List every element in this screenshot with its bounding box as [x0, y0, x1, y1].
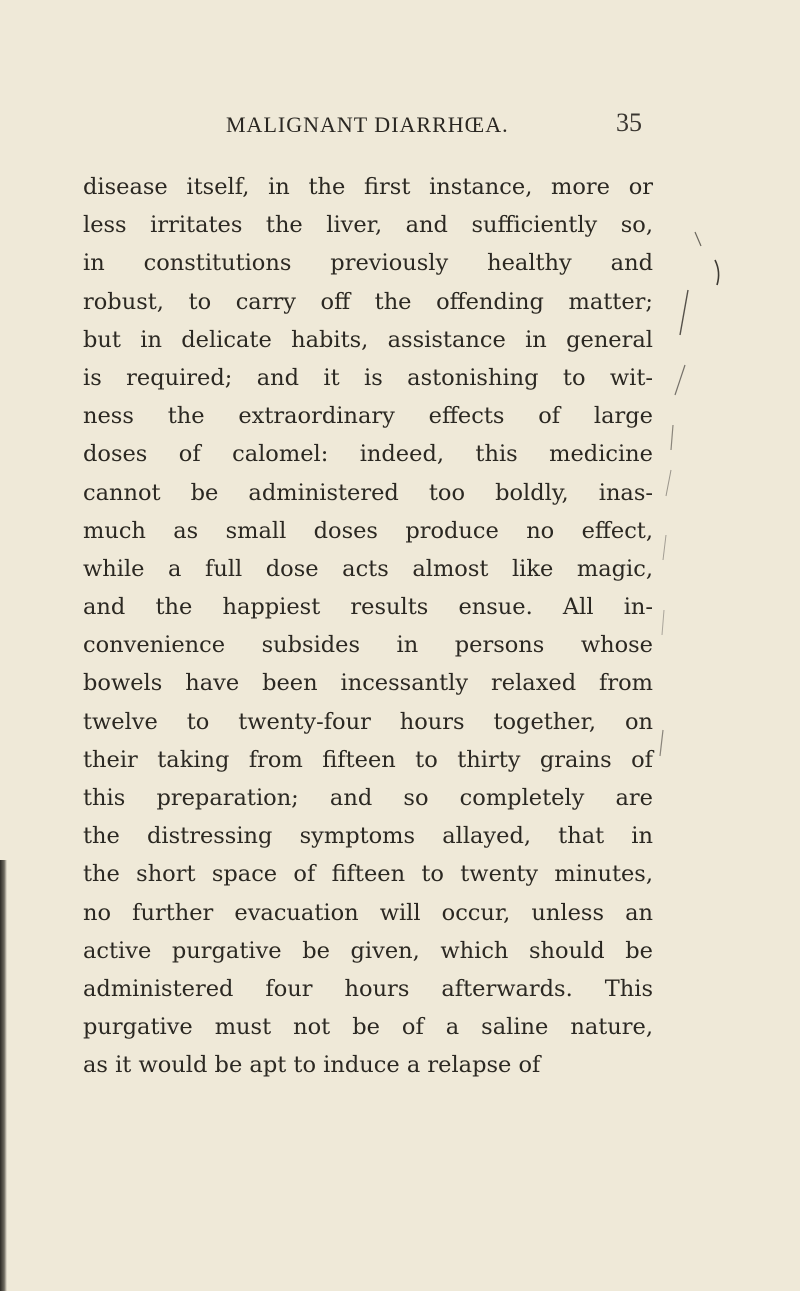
body-text	[83, 168, 653, 1085]
text-line: the short space of fifteen to twenty minutes,	[83, 861, 653, 888]
page-number: 35	[616, 108, 642, 137]
text-line: the distressing symptoms allayed, that in	[83, 823, 653, 850]
text-line: doses of calomel: indeed, this medicine	[83, 441, 653, 468]
page-header	[0, 108, 800, 152]
text-line: purgative must not be of a saline nature,	[83, 1014, 653, 1041]
text-line: and the happiest results ensue. All in-	[83, 594, 653, 621]
text-line: but in delicate habits, assistance in general	[83, 326, 653, 353]
running-head: MALIGNANT DIARRHŒA.	[226, 112, 509, 137]
text-line: administered four hours afterwards. This	[83, 975, 653, 1002]
text-line: while a full dose acts almost like magic,	[83, 555, 653, 582]
text-line: ness the extraordinary effects of large	[83, 403, 653, 430]
show-through-marks	[655, 160, 735, 820]
text-line: much as small doses produce no effect,	[83, 517, 653, 544]
text-line: convenience subsides in persons whose	[83, 632, 653, 659]
text-line: their taking from fifteen to thirty grains of	[83, 746, 653, 773]
text-line: cannot be administered too boldly, inas-	[83, 479, 653, 506]
text-line: no further evacuation will occur, unless an	[83, 899, 653, 926]
text-line: this preparation; and so completely are	[83, 785, 653, 811]
text-line: active purgative be given, which should be	[83, 937, 653, 964]
text-line: as it would be apt to induce a relapse of	[83, 1052, 541, 1079]
text-line: less irritates the liver, and sufficiently so,	[83, 212, 653, 239]
text-line: twelve to twenty-four hours together, on	[83, 708, 653, 735]
binding-edge-shadow	[0, 860, 7, 1291]
text-line: robust, to carry off the offending matter;	[83, 288, 653, 315]
text-line: disease itself, in the first instance, more or	[83, 174, 653, 200]
text-line: is required; and it is astonishing to wit-	[83, 364, 653, 391]
text-line: bowels have been incessantly relaxed from	[83, 670, 653, 697]
text-line: in constitutions previously healthy and	[83, 250, 653, 277]
